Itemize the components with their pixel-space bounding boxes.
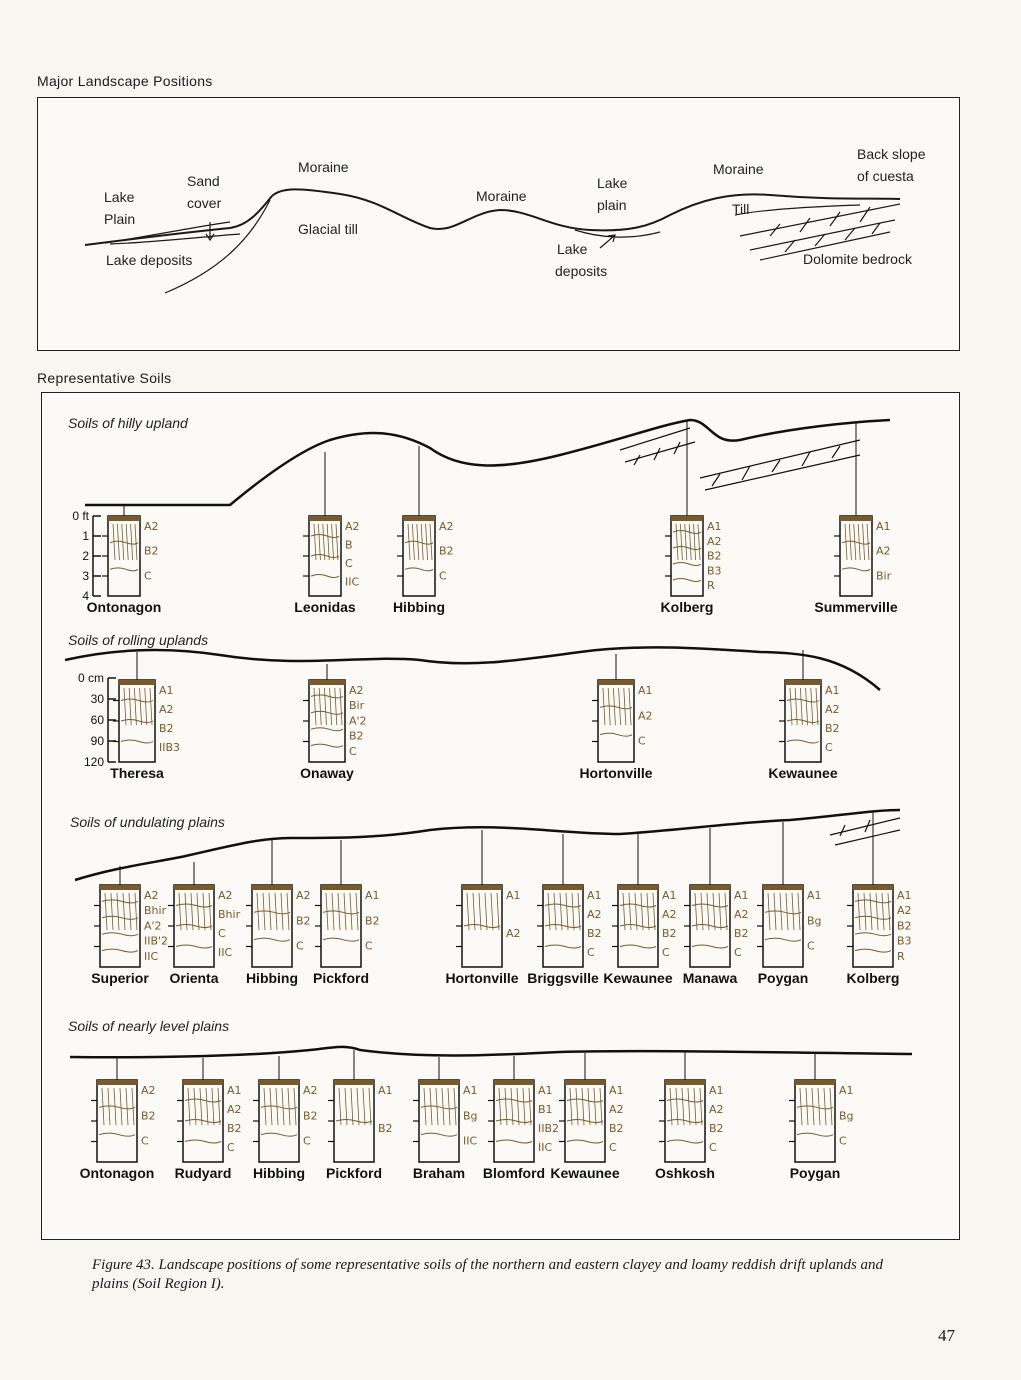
- horizon-label: B2: [141, 1109, 156, 1123]
- organic-layer: [840, 516, 872, 521]
- horizon-label: B2: [303, 1109, 318, 1123]
- soil-column: [183, 1080, 223, 1162]
- soil-profile-poygan: [757, 822, 822, 986]
- soil-profile-superior: [91, 866, 168, 986]
- horizon-label: C: [296, 939, 304, 953]
- scale-label: 0 cm: [77, 671, 104, 685]
- organic-layer: [565, 1080, 605, 1085]
- horizon-label: B2: [609, 1122, 624, 1135]
- organic-layer: [462, 885, 502, 890]
- horizon-label: C: [303, 1134, 311, 1148]
- horizon-label: B2: [707, 549, 722, 563]
- organic-layer: [543, 885, 583, 890]
- horizon-label: C: [349, 744, 357, 758]
- horizon-label: C: [709, 1141, 717, 1154]
- horizon-label: Bg: [839, 1109, 854, 1123]
- horizon-label: IIC: [144, 949, 159, 963]
- label-sand-cover-1: Sand: [187, 173, 220, 189]
- organic-layer: [690, 885, 730, 890]
- horizon-label: B2: [439, 544, 454, 558]
- soil-name-kewaunee: Kewaunee: [550, 1165, 620, 1181]
- horizon-label: C: [218, 927, 226, 940]
- organic-layer: [108, 516, 140, 521]
- label-lake-plain-mid-1: Lake: [597, 175, 628, 191]
- level-surface: [70, 1047, 912, 1057]
- soil-name-poygan: Poygan: [757, 970, 809, 986]
- soil-column: [100, 885, 140, 967]
- soil-name-hibbing: Hibbing: [245, 970, 299, 986]
- soil-column: [334, 1080, 374, 1162]
- soil-profile-rudyard: [175, 1058, 242, 1181]
- soil-profile-leonidas: [294, 452, 359, 615]
- organic-layer: [252, 885, 292, 890]
- horizon-label: A1: [587, 889, 602, 902]
- group-title-undulating: Soils of undulating plains: [70, 814, 225, 830]
- soil-profile-briggsville: [527, 834, 601, 986]
- figure-caption: Figure 43. Landscape positions of some representative soils of the northern and eastern clayey and loamy reddish drift uplands and plains (Soil Region I).: [92, 1257, 884, 1292]
- horizon-label: A1: [839, 1084, 854, 1097]
- horizon-label: Bir: [349, 699, 365, 713]
- horizon-label: IIC: [345, 575, 360, 589]
- horizon-label: A1: [876, 520, 891, 533]
- soil-name-briggsville: Briggsville: [527, 970, 599, 986]
- organic-layer: [259, 1080, 299, 1085]
- soil-name-ontonagon: Ontonagon: [86, 599, 162, 615]
- horizon-label: A2: [609, 1103, 624, 1116]
- scale-label: 120: [83, 755, 104, 769]
- horizon-label: A'2: [144, 919, 162, 933]
- horizon-label: Bhir: [218, 908, 241, 921]
- scale-label: 4: [82, 589, 89, 603]
- label-sand-cover-2: cover: [187, 195, 222, 211]
- horizon-label: A2: [345, 520, 360, 533]
- horizon-label: A2: [296, 889, 311, 902]
- soil-profile-hibbing: [253, 1056, 318, 1181]
- soil-name-kewaunee: Kewaunee: [603, 970, 673, 986]
- soil-column: [419, 1080, 459, 1162]
- horizon-label: A2: [709, 1103, 724, 1116]
- horizon-label: C: [439, 569, 447, 583]
- horizon-label: A2: [439, 520, 454, 533]
- horizon-label: C: [825, 741, 833, 754]
- horizon-label: A1: [707, 520, 722, 533]
- horizon-label: C: [365, 939, 373, 953]
- row-undulating-plains: [91, 812, 911, 986]
- scale-label: 2: [82, 549, 89, 563]
- horizon-label: A2: [662, 908, 677, 921]
- horizon-label: A1: [807, 889, 822, 902]
- scale-label: 90: [90, 734, 104, 748]
- organic-layer: [97, 1080, 137, 1085]
- soil-name-hortonville: Hortonville: [445, 970, 519, 986]
- label-lake-deposits-mid-2: deposits: [555, 263, 608, 279]
- label-glacial-till: Glacial till: [298, 221, 358, 237]
- soil-name-summerville: Summerville: [814, 599, 898, 615]
- soil-profile-theresa: [110, 652, 180, 781]
- horizon-label: A2: [144, 520, 159, 533]
- horizon-label: B2: [144, 544, 159, 558]
- soil-name-ontonagon: Ontonagon: [79, 1165, 155, 1181]
- horizon-label: A2: [587, 908, 602, 921]
- horizon-label: Bg: [807, 914, 822, 928]
- horizon-label: C: [141, 1134, 149, 1148]
- soil-profile-hibbing: [393, 446, 454, 615]
- label-lake-plain-2: Plain: [104, 211, 136, 227]
- horizon-label: B2: [378, 1122, 393, 1135]
- horizon-label: B2: [227, 1122, 242, 1135]
- soil-profile-ontonagon: [80, 1058, 156, 1181]
- group-title-level: Soils of nearly level plains: [68, 1018, 230, 1034]
- soils-section-title: Representative Soils: [37, 370, 172, 386]
- horizon-label: A2: [227, 1103, 242, 1116]
- horizon-label: C: [587, 946, 595, 959]
- soil-column: [543, 885, 583, 967]
- label-lake-deposits-mid-1: Lake: [557, 241, 588, 257]
- soil-column: [618, 885, 658, 967]
- label-moraine-right: Moraine: [713, 161, 764, 177]
- soil-column: [795, 1080, 835, 1162]
- label-back-slope-1: Back slope: [857, 146, 926, 162]
- group-title-rolling: Soils of rolling uplands: [68, 632, 209, 648]
- horizon-label: A2: [159, 703, 174, 716]
- horizon-label: B3: [897, 934, 912, 948]
- horizon-label: A1: [662, 889, 677, 902]
- horizon-label: Bir: [876, 569, 892, 583]
- horizon-label: A2: [303, 1084, 318, 1097]
- page-number: 47: [938, 1326, 955, 1345]
- horizon-label: C: [345, 557, 353, 570]
- organic-layer: [174, 885, 214, 890]
- organic-layer: [785, 680, 821, 685]
- rolling-surface: [65, 647, 880, 690]
- horizon-label: R: [707, 579, 715, 593]
- soil-name-braham: Braham: [412, 1165, 466, 1181]
- horizon-label: A1: [227, 1084, 242, 1097]
- horizon-label: Bg: [463, 1109, 478, 1123]
- horizon-label: C: [638, 734, 646, 748]
- scale-label: 60: [90, 713, 104, 727]
- horizon-label: A1: [365, 889, 380, 902]
- organic-layer: [321, 885, 361, 890]
- horizon-label: B2: [897, 919, 912, 933]
- soil-name-poygan: Poygan: [789, 1165, 841, 1181]
- organic-layer: [618, 885, 658, 890]
- label-lake-plain-mid-2: plain: [597, 197, 627, 213]
- horizon-label: IIB'2: [144, 934, 169, 948]
- horizon-label: C: [839, 1134, 847, 1148]
- horizon-label: C: [807, 939, 815, 953]
- horizon-label: A1: [638, 684, 653, 697]
- horizon-label: IIC: [463, 1134, 478, 1148]
- soil-profile-hortonville: [445, 830, 520, 986]
- horizon-label: A2: [897, 904, 912, 918]
- soil-profile-manawa: [683, 828, 749, 986]
- horizon-label: B2: [349, 729, 364, 743]
- soil-column: [462, 885, 502, 967]
- horizon-label: A2: [349, 684, 364, 697]
- horizon-label: IIB3: [159, 741, 181, 754]
- horizon-label: B1: [538, 1103, 553, 1116]
- soil-name-pickford: Pickford: [312, 970, 370, 986]
- horizon-label: B2: [159, 722, 174, 735]
- horizon-label: A2: [876, 544, 891, 558]
- soil-column: [321, 885, 361, 967]
- soil-column: [763, 885, 803, 967]
- organic-layer: [309, 680, 345, 685]
- label-lake-plain-1: Lake: [104, 189, 135, 205]
- organic-layer: [494, 1080, 534, 1085]
- horizon-label: B2: [296, 914, 311, 928]
- horizon-label: A1: [897, 889, 912, 902]
- horizon-label: C: [227, 1141, 235, 1154]
- horizon-label: B2: [662, 927, 677, 940]
- organic-layer: [598, 680, 634, 685]
- bedrock-hatch: [620, 428, 900, 845]
- horizon-label: A2: [506, 927, 521, 940]
- horizon-label: A1: [825, 684, 840, 697]
- horizon-label: B2: [825, 722, 840, 735]
- horizon-label: A2: [144, 889, 159, 902]
- horizon-label: C: [734, 946, 742, 959]
- horizon-label: IIC: [218, 946, 233, 959]
- organic-layer: [334, 1080, 374, 1085]
- soil-name-kolberg: Kolberg: [846, 970, 900, 986]
- soil-profile-pickford: [313, 840, 380, 986]
- soil-profile-braham: [413, 1057, 478, 1181]
- horizon-label: B3: [707, 564, 722, 578]
- horizon-label: A1: [159, 684, 174, 697]
- horizon-label: C: [609, 1141, 617, 1154]
- soil-profile-hortonville: [579, 654, 652, 781]
- horizon-label: B2: [365, 914, 380, 928]
- soil-profile-blomford: [483, 1056, 559, 1181]
- soil-column: [97, 1080, 137, 1162]
- row-hilly-upland: [87, 420, 898, 615]
- horizon-label: C: [662, 946, 670, 959]
- group-title-hilly: Soils of hilly upland: [68, 415, 188, 431]
- horizon-label: A2: [707, 534, 722, 548]
- horizon-label: A1: [378, 1084, 393, 1097]
- landscape-section-title: Major Landscape Positions: [37, 73, 213, 89]
- horizon-label: A1: [609, 1084, 624, 1097]
- horizon-label: A2: [825, 703, 840, 716]
- horizon-label: A2: [734, 908, 749, 921]
- soil-column: [174, 885, 214, 967]
- soil-profile-summerville: [814, 422, 897, 615]
- soil-column: [690, 885, 730, 967]
- soil-name-hibbing: Hibbing: [252, 1165, 306, 1181]
- organic-layer: [403, 516, 435, 521]
- soil-profile-poygan: [789, 1053, 854, 1181]
- row-nearly-level-plains: [80, 1050, 854, 1181]
- soil-column: [853, 885, 893, 967]
- soil-column: [259, 1080, 299, 1162]
- soil-name-onaway: Onaway: [300, 765, 354, 781]
- organic-layer: [763, 885, 803, 890]
- scale-label: 30: [90, 692, 104, 706]
- soil-name-oshkosh: Oshkosh: [655, 1165, 715, 1181]
- soil-profile-pickford: [326, 1050, 393, 1181]
- landscape-labels: [104, 146, 926, 279]
- hilly-surface: [85, 420, 890, 505]
- soil-name-theresa: Theresa: [110, 765, 164, 781]
- soil-name-rudyard: Rudyard: [174, 1165, 232, 1181]
- organic-layer: [309, 516, 341, 521]
- horizon-label: B2: [587, 927, 602, 940]
- organic-layer: [853, 885, 893, 890]
- depth-scale-ft: [72, 509, 101, 603]
- label-lake-deposits-left: Lake deposits: [106, 252, 193, 268]
- organic-layer: [419, 1080, 459, 1085]
- soil-column: [494, 1080, 534, 1162]
- soil-profile-hibbing: [246, 840, 311, 986]
- horizon-label: A2: [638, 709, 653, 723]
- scale-label: 1: [82, 529, 89, 543]
- label-moraine-mid: Moraine: [476, 188, 527, 204]
- organic-layer: [795, 1080, 835, 1085]
- soil-column: [665, 1080, 705, 1162]
- organic-layer: [671, 516, 703, 521]
- soil-profile-oshkosh: [655, 1052, 724, 1181]
- soil-profile-onaway: [300, 664, 366, 781]
- horizon-label: B2: [709, 1122, 724, 1135]
- label-dolomite-bedrock: Dolomite bedrock: [803, 251, 912, 267]
- horizon-label: R: [897, 949, 905, 963]
- soil-name-superior: Superior: [91, 970, 149, 986]
- organic-layer: [665, 1080, 705, 1085]
- soil-profile-kewaunee: [603, 834, 676, 986]
- horizon-label: A1: [538, 1084, 553, 1097]
- soil-name-hibbing: Hibbing: [392, 599, 446, 615]
- horizon-label: A1: [734, 889, 749, 902]
- horizon-label: IIB2: [538, 1122, 560, 1135]
- label-back-slope-2: of cuesta: [857, 168, 914, 184]
- horizon-label: IIC: [538, 1141, 553, 1154]
- soil-column: [565, 1080, 605, 1162]
- horizon-label: B: [345, 538, 353, 552]
- horizon-label: A'2: [349, 714, 367, 728]
- soil-profile-ontonagon: [87, 505, 162, 615]
- soil-profile-orienta: [168, 862, 241, 986]
- soil-profile-kewaunee: [550, 1053, 623, 1181]
- soil-column: [252, 885, 292, 967]
- soil-name-kewaunee: Kewaunee: [768, 765, 838, 781]
- scale-label: 3: [82, 569, 89, 583]
- horizon-label: A2: [218, 889, 233, 902]
- soil-name-hortonville: Hortonville: [579, 765, 653, 781]
- soil-profile-kolberg: [847, 812, 912, 986]
- horizon-label: B2: [734, 927, 749, 940]
- soil-name-blomford: Blomford: [482, 1165, 546, 1181]
- label-moraine-left: Moraine: [298, 159, 349, 175]
- horizon-label: A1: [506, 889, 521, 902]
- horizon-label: A2: [141, 1084, 156, 1097]
- soil-name-orienta: Orienta: [169, 970, 219, 986]
- soil-name-manawa: Manawa: [682, 970, 738, 986]
- depth-scale-cm: [78, 671, 116, 769]
- soil-name-leonidas: Leonidas: [294, 599, 356, 615]
- horizon-label: Bhir: [144, 904, 167, 918]
- horizon-label: A1: [463, 1084, 478, 1097]
- soil-name-pickford: Pickford: [325, 1165, 383, 1181]
- organic-layer: [100, 885, 140, 890]
- organic-layer: [183, 1080, 223, 1085]
- organic-layer: [119, 680, 155, 685]
- horizon-label: A1: [709, 1084, 724, 1097]
- soil-profile-kewaunee: [768, 650, 839, 781]
- row-rolling-uplands: [110, 650, 839, 781]
- soil-name-kolberg: Kolberg: [660, 599, 714, 615]
- horizon-label: C: [144, 569, 152, 583]
- scale-label: 0 ft: [72, 509, 89, 523]
- label-till: Till: [732, 201, 750, 217]
